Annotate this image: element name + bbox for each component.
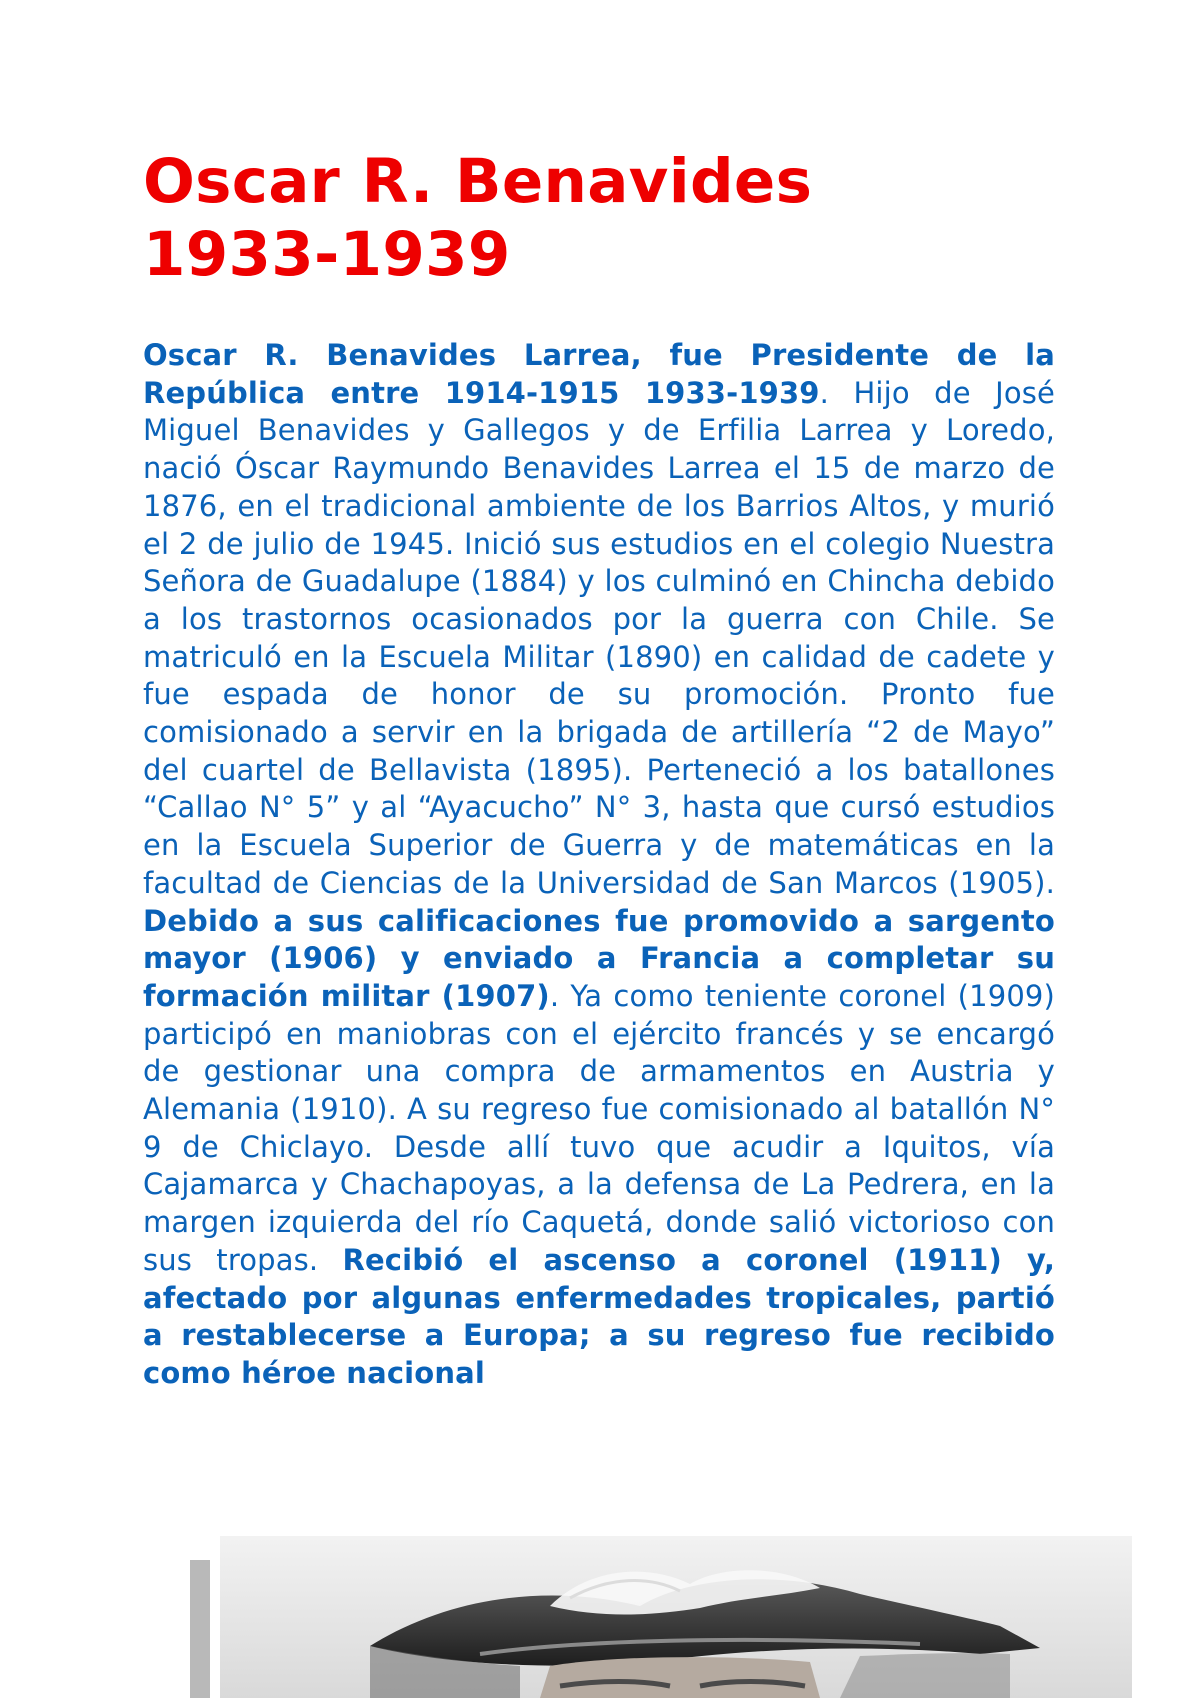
early-life-text: . Hijo de José Miguel Benavides y Gallegos y de Erfilia Larrea y Loredo, nació Óscar Raymundo Benavides Larrea el 15 de marzo de 1876, en el tradicional ambiente de los Barrios Altos, y murió el 2 de julio de 1945. Inició sus estudios en el colegio Nuestra Señora de Guadalupe (1884) y los culminó en Chincha debido a los trastornos ocasionados por la guerra con Chile. Se matriculó en la Escuela Militar (1890) en calidad de cadete y fue espada de honor de su promoción. Pronto fue comisionado a servir en la brigada de artillería “2 de Mayo” del cuartel de Bellavista (1895). Perteneció a los batallones “Callao N° 5” y al “Ayacucho” N° 3, hasta que cursó estudios en la Escuela Superior de Guerra y de matemáticas en la facultad de Ciencias de la Universidad de San Marcos (1905). [143, 375, 1055, 900]
intro-bold-text: Oscar R. Benavides Larrea, fue Presidente de la República entre 1914-1915 1933-1939 [143, 338, 1055, 410]
title-years: 1933-1939 [143, 219, 511, 290]
photo-shadow [190, 1560, 210, 1698]
career-text: . Ya como teniente coronel (1909) participó en maniobras con el ejército francés y se encargó de gestionar una compra de armamentos en Austria y Alemania (1910). A su regreso fue comisionado al batallón N° 9 de Chiclayo. Desde allí tuvo que acudir a Iquitos, vía Cajamarca y Chachapoyas, a la defensa de La Pedrera, en la margen izquierda del río Caquetá, donde salió victorioso con sus tropas. [143, 978, 1055, 1277]
promotion-bold-text: Debido a sus calificaciones fue promovido a sargento mayor (1906) y enviado a Francia a completar su formación militar (1907) [143, 903, 1055, 1013]
portrait-image [220, 1536, 1132, 1698]
hero-bold-text: Recibió el ascenso a coronel (1911) y, afectado por algunas enfermedades tropicales, partió a restablecerse a Europa; a su regreso fue recibido como héroe nacional [143, 1242, 1055, 1390]
title-name: Oscar R. Benavides [143, 146, 813, 217]
portrait-photo [220, 1536, 1132, 1698]
page-title [143, 145, 1063, 291]
biography-paragraph [143, 337, 1055, 1393]
